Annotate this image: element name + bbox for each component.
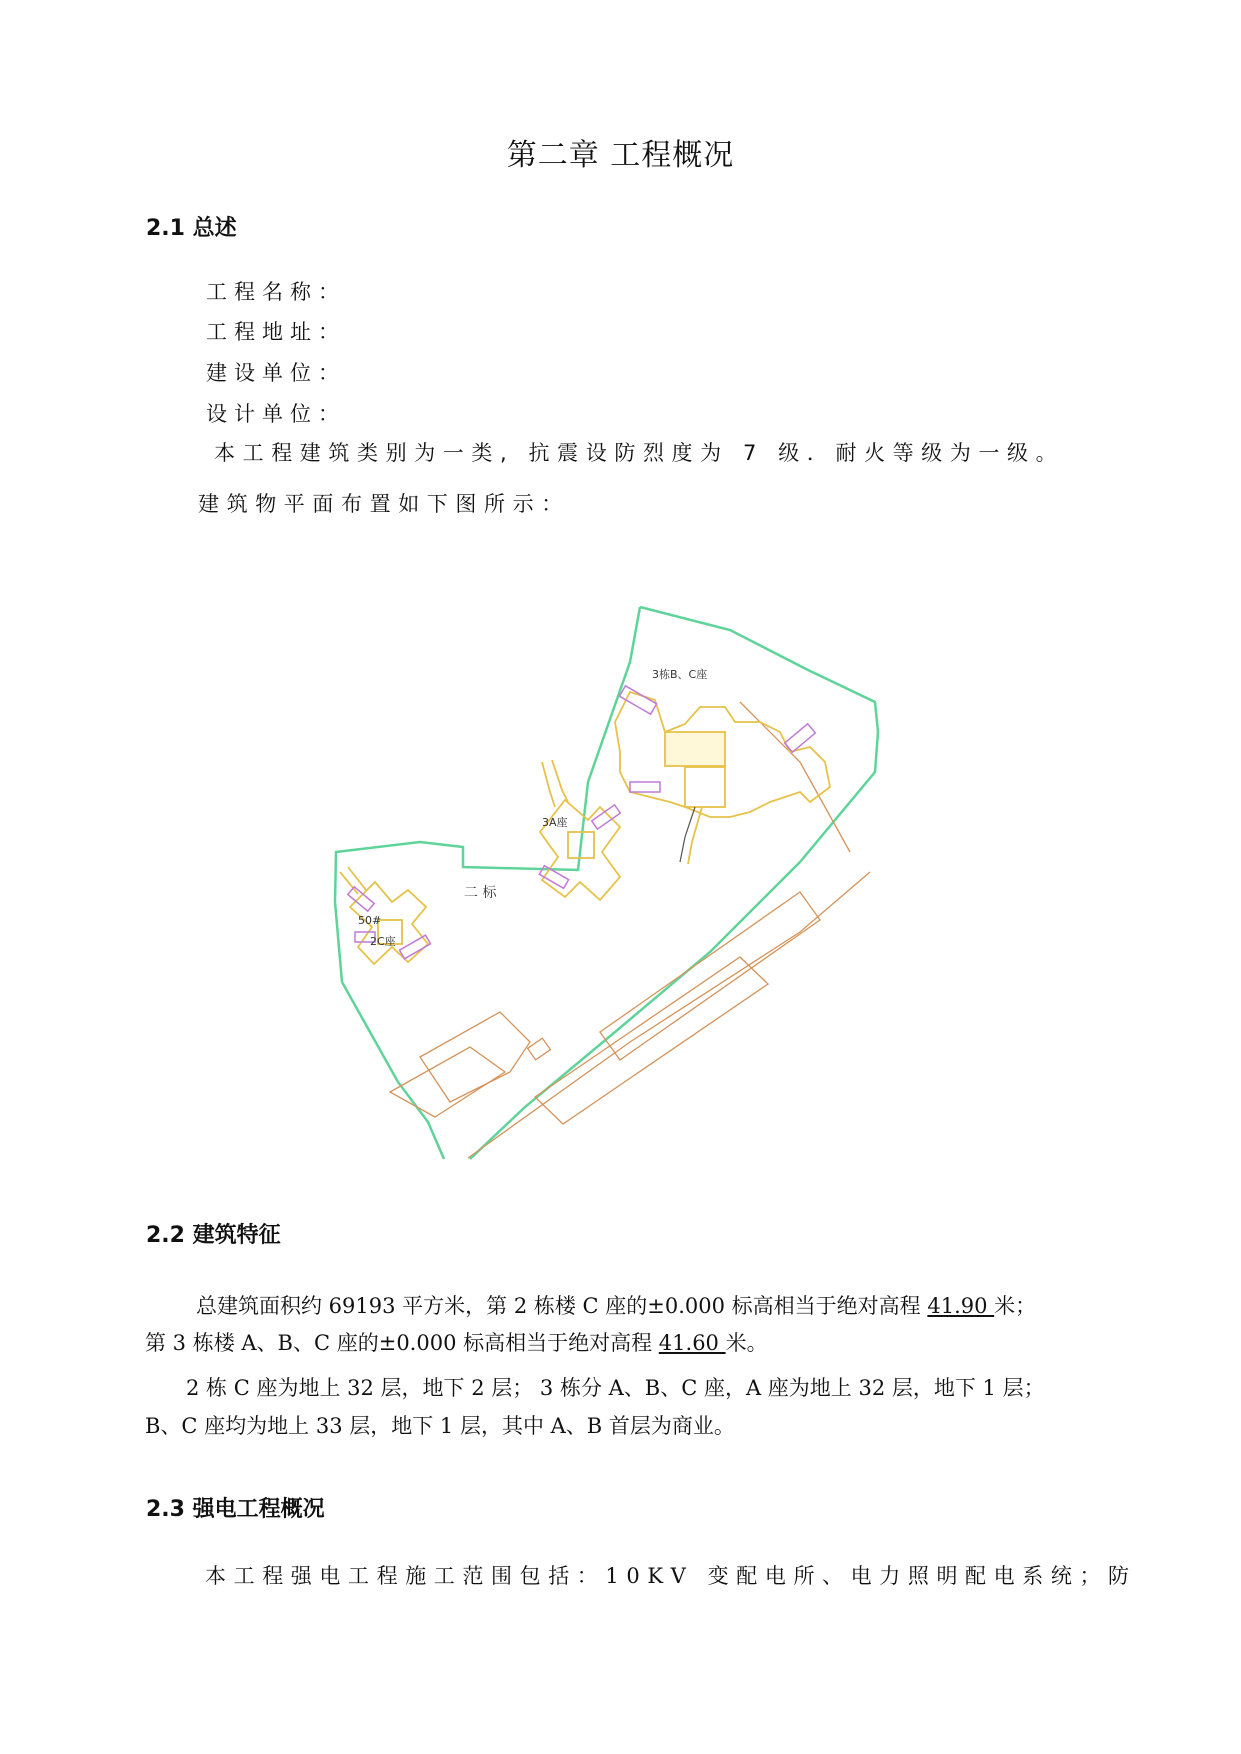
classification-text: 本工程建筑类别为一类, 抗震设防烈度为 7 级．耐火等级为一级。 xyxy=(214,441,1065,465)
building-3bc-outline xyxy=(615,692,830,864)
elevation-building-3: 41.60 xyxy=(658,1331,726,1355)
feature-paragraph-line3: 2 栋 C 座为地上 32 层，地下 2 层； 3 栋分 A、B、C 座，A 座为地上 32 层，地下 1 层； xyxy=(186,1376,1045,1400)
feature-line2-text: 第 3 栋楼 A、B、C 座的±0.000 标高相当于绝对高程 xyxy=(145,1331,659,1355)
label-phase-two: 二 标 xyxy=(464,885,497,901)
feature-line1-unit: 米； xyxy=(994,1294,1037,1318)
section-heading-building-features: 2.2 建筑特征 xyxy=(146,1223,281,1248)
layout-intro-text: 建筑物平面布置如下图所示： xyxy=(198,492,570,516)
label-building-3bc: 3栋B、C座 xyxy=(652,668,708,681)
chapter-title: 第二章 工程概况 xyxy=(506,138,735,173)
feature-line2-unit: 米。 xyxy=(725,1331,768,1355)
feature-line1-text: 总建筑面积约 69193 平方米，第 2 栋楼 C 座的±0.000 标高相当于绝对高程 xyxy=(196,1294,928,1318)
label-building-50: 50# xyxy=(358,914,382,927)
section-heading-power: 2.3 强电工程概况 xyxy=(146,1497,325,1522)
building-2c-outline xyxy=(340,867,428,964)
section-heading-overview: 2.1 总述 xyxy=(146,216,237,241)
site-plan-drawing xyxy=(330,602,980,1162)
label-building-3a: 3A座 xyxy=(542,816,568,829)
site-boundary xyxy=(335,607,878,1159)
label-building-2c: 2C座 xyxy=(370,935,396,948)
field-project-address: 工程地址： xyxy=(206,320,346,344)
field-designer: 设计单位： xyxy=(206,402,346,426)
podium-outline xyxy=(390,702,870,1158)
elevation-building-2c: 41.90 xyxy=(927,1294,995,1318)
field-client: 建设单位： xyxy=(206,361,346,385)
feature-paragraph-line4: B、C 座均为地上 33 层，地下 1 层，其中 A、B 首层为商业。 xyxy=(145,1414,735,1438)
feature-paragraph-line2 xyxy=(145,1327,768,1357)
building-3a-outline xyxy=(540,760,620,900)
power-paragraph: 本工程强电工程施工范围包括：10KV 变配电所、电力照明配电系统；防 xyxy=(205,1564,1137,1588)
field-project-name: 工程名称： xyxy=(206,280,346,304)
feature-paragraph-line1 xyxy=(196,1290,1036,1320)
